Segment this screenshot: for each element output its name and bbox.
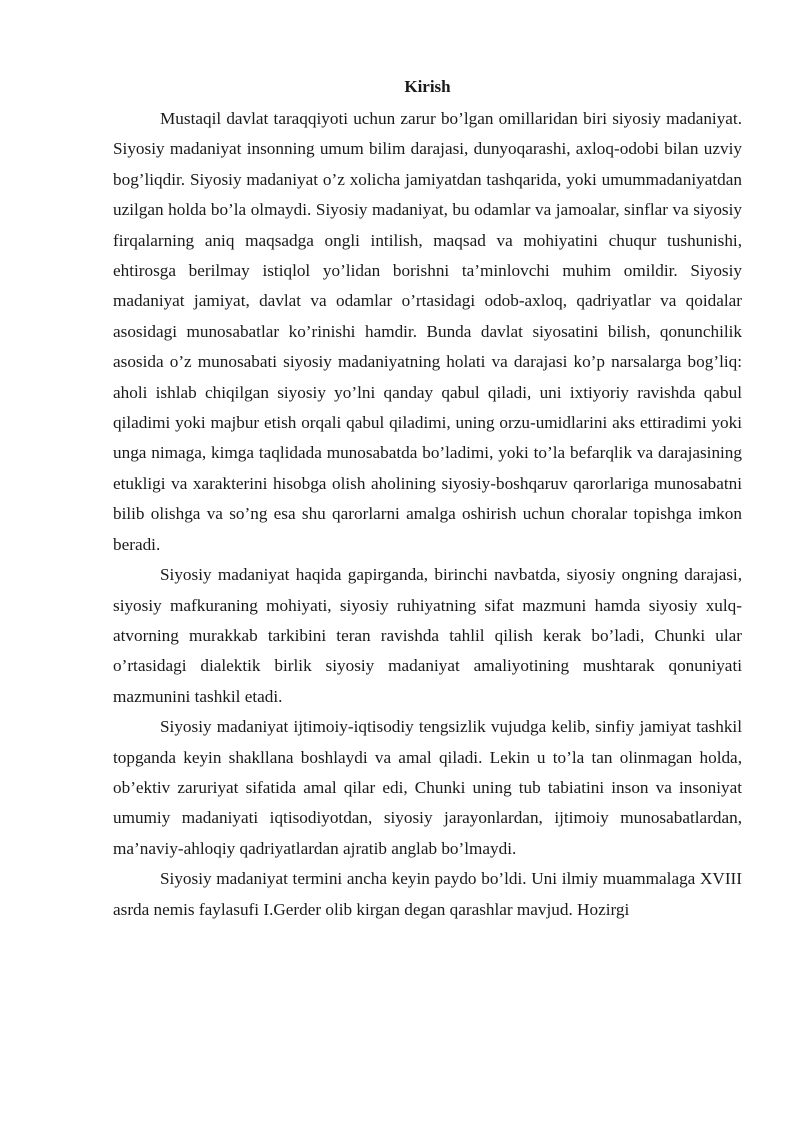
- paragraph-3: Siyosiy madaniyat ijtimoiy-iqtisodiy tengsizlik vujudga kelib, sinfiy jamiyat tashkil topganda keyin shakllana boshlaydi va amal qiladi. Lekin u to’la tan olinmagan holda, ob’ektiv zaruriyat sifatida amal qilar edi, Chunki uning tub tabiatini inson va insoniyat umumiy madaniyati iqtisodiyotdan, siyosiy jarayonlardan, ijtimoiy munosabatlardan, ma’naviy-ahloqiy qadriyatlardan ajratib anglab bo’lmaydi.: [113, 717, 742, 858]
- document-body: [113, 76, 742, 925]
- paragraph-4: Siyosiy madaniyat termini ancha keyin paydo bo’ldi. Uni ilmiy muammalaga XVIII asrda nemis faylasufi I.Gerder olib kirgan degan qarashlar mavjud. Hozirgi: [113, 869, 742, 919]
- paragraph-2: Siyosiy madaniyat haqida gapirganda, birinchi navbatda, siyosiy ongning darajasi, siyosiy mafkuraning mohiyati, siyosiy ruhiyatning sifat mazmuni hamda siyosiy xulq-atvorning murakkab tarkibini teran ravishda tahlil qilish kerak bo’ladi, Chunki ular o’rtasidagi dialektik birlik siyosiy madaniyat amaliyotining mushtarak qonuniyati mazmunini tashkil etadi.: [113, 565, 742, 706]
- paragraph-1: Mustaqil davlat taraqqiyoti uchun zarur bo’lgan omillaridan biri siyosiy madaniyat. Siyosiy madaniyat insonning umum bilim darajasi, dunyoqarashi, axloq-odobi bilan uzviy bog’liqdir. Siyosiy madaniyat o’z xolicha jamiyatdan tashqarida, yoki umummadaniyatdan uzilgan holda bo’la olmaydi. Siyosiy madaniyat, bu odamlar va jamoalar, sinflar va siyosiy firqalarning aniq maqsadga ongli intilish, maqsad va mohiyatini chuqur tushunishi, ehtirosga berilmay istiqlol yo’lidan borishni ta’minlovchi muhim omildir. Siyosiy madaniyat jamiyat, davlat va odamlar o’rtasidagi odob-axloq, qadriyatlar va qoidalar asosidagi munosabatlar ko’rinishi hamdir. Bunda davlat siyosatini bilish, qonunchilik asosida o’z munosabati siyosiy madaniyatning holati va darajasi ko’p narsalarga bog’liq: aholi ishlab chiqilgan siyosiy yo’lni qanday qabul qiladi, uni ixtiyoriy ravishda qabul qiladimi yoki majbur etish orqali qabul qiladimi, uning orzu-umidlarini aks ettiradimi yoki unga nimaga, kimga taqlidada munosabatda bo’ladimi, yoki to’la befarqlik va darajasining etukligi va xarakterini hisobga olish aholining siyosiy-boshqaruv qarorlariga munosabatni bilib olishga va so’ng esa shu qarorlarni amalga oshirish uchun choralar topishga imkon beradi.: [113, 109, 742, 554]
- document-title: Kirish: [404, 77, 451, 96]
